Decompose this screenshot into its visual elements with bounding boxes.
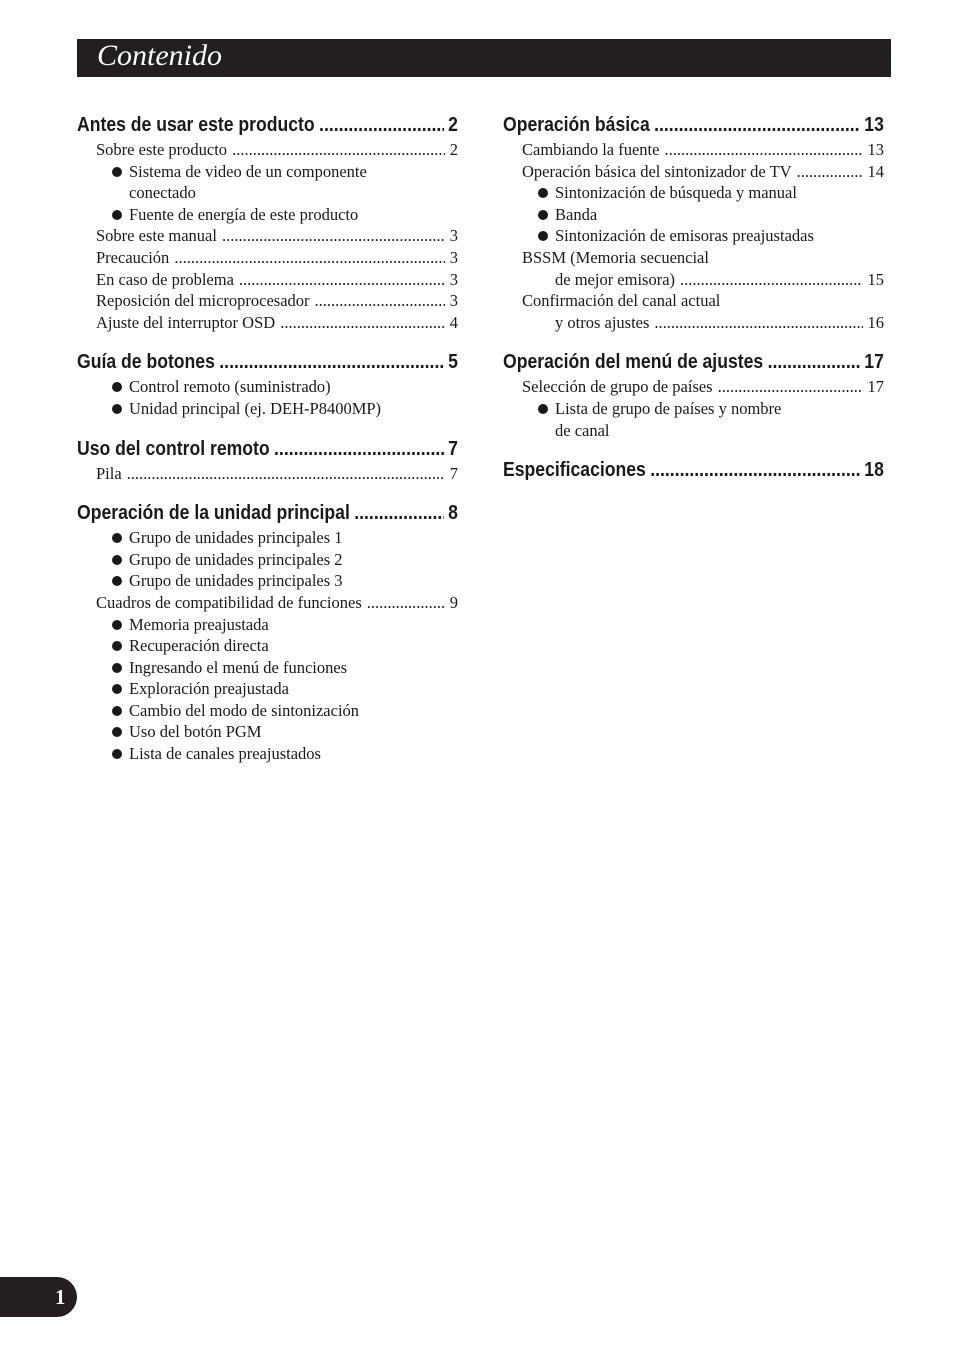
- toc-bullet-label: Fuente de energía de este producto: [129, 204, 359, 224]
- toc-section-especificaciones: [503, 456, 884, 484]
- toc-entry-label: Pila: [96, 463, 122, 483]
- dot-leader: [797, 161, 863, 183]
- bullet-dot-icon: [112, 167, 122, 177]
- toc-entry[interactable]: [503, 376, 884, 398]
- toc-entry-label: y otros ajustes: [555, 312, 650, 332]
- toc-entry[interactable]: [503, 139, 884, 161]
- toc-entry-label: Sobre este manual: [96, 226, 217, 246]
- dot-leader: [222, 225, 445, 247]
- toc-entry[interactable]: [77, 312, 458, 334]
- dot-leader: [274, 435, 444, 463]
- bullet-dot-icon: [538, 210, 548, 220]
- toc-entry-page: 3: [449, 226, 458, 246]
- toc-bullet-item[interactable]: [77, 527, 458, 549]
- dot-leader: [354, 499, 443, 527]
- toc-entry-label: En caso de problema: [96, 269, 234, 289]
- toc-heading-label: Especificaciones: [503, 459, 646, 482]
- toc-entry-page: 3: [449, 291, 458, 311]
- toc-bullet-item[interactable]: [77, 743, 458, 765]
- toc-entry-label: Precaución: [96, 247, 170, 267]
- toc-heading-label: Uso del control remoto: [77, 437, 270, 460]
- toc-bullet-continuation: [503, 420, 884, 442]
- toc-heading-page: 2: [448, 114, 458, 136]
- toc-entry-page: 3: [449, 247, 458, 267]
- toc-entry-page: 2: [449, 140, 458, 159]
- toc-bullet-item[interactable]: [503, 204, 884, 226]
- toc-bullet-label: Exploración preajustada: [129, 679, 289, 699]
- toc-entry-page: 4: [449, 312, 458, 332]
- toc-right-column: [503, 111, 884, 499]
- toc-heading[interactable]: [503, 348, 884, 376]
- toc-entry[interactable]: [77, 269, 458, 291]
- toc-entry-page: 3: [449, 269, 458, 289]
- toc-bullet-continuation: [77, 182, 458, 204]
- toc-entry-page: 16: [867, 312, 884, 332]
- toc-entry[interactable]: [503, 161, 884, 183]
- dot-leader: [650, 456, 860, 484]
- toc-heading-label: Antes de usar este producto: [77, 114, 315, 136]
- toc-bullet-label: Ingresando el menú de funciones: [129, 657, 348, 677]
- toc-section-antes: [77, 111, 458, 333]
- toc-entry[interactable]: [77, 247, 458, 269]
- toc-heading-label: Operación de la unidad principal: [77, 502, 350, 525]
- dot-leader: [680, 269, 862, 291]
- bullet-dot-icon: [538, 404, 548, 414]
- toc-bullet-label: Banda: [555, 204, 598, 224]
- toc-bullet-label: Unidad principal (ej. DEH-P8400MP): [129, 398, 382, 418]
- bullet-dot-icon: [112, 706, 122, 716]
- toc-bullet-item[interactable]: [77, 721, 458, 743]
- toc-heading-label: Operación del menú de ajustes: [503, 351, 764, 374]
- bullet-dot-icon: [112, 555, 122, 565]
- toc-section-remoto: [77, 435, 458, 485]
- toc-entry-label: Sobre este producto: [96, 140, 228, 159]
- toc-bullet-item[interactable]: [503, 398, 884, 420]
- toc-bullet-label: conectado: [129, 183, 196, 203]
- toc-section-basica: [503, 111, 884, 333]
- toc-bullet-item[interactable]: [77, 204, 458, 226]
- toc-bullet-item[interactable]: [77, 700, 458, 722]
- toc-section-unidad: [77, 499, 458, 765]
- dot-leader: [768, 348, 860, 376]
- dot-leader: [664, 139, 862, 161]
- toc-bullet-label: Grupo de unidades principales 1: [129, 528, 343, 548]
- dot-leader: [319, 111, 444, 139]
- toc-bullet-label: de canal: [555, 420, 610, 440]
- toc-bullet-item[interactable]: [77, 678, 458, 700]
- toc-entry[interactable]: [503, 312, 884, 334]
- bullet-dot-icon: [112, 210, 122, 220]
- toc-entry-label: Cuadros de compatibilidad de funciones: [96, 592, 362, 612]
- toc-entry[interactable]: [77, 592, 458, 614]
- toc-entry-label: Reposición del microprocesador: [96, 291, 310, 311]
- dot-leader: [654, 111, 860, 139]
- toc-heading-label: Operación básica: [503, 114, 650, 136]
- toc-entry[interactable]: [77, 139, 458, 161]
- toc-bullet-label: Lista de grupo de países y nombre: [555, 398, 782, 418]
- toc-heading[interactable]: [77, 111, 458, 139]
- toc-heading[interactable]: [77, 499, 458, 527]
- toc-entry-page: 15: [867, 269, 884, 289]
- toc-bullet-label: Memoria preajustada: [129, 614, 269, 634]
- toc-entry-page: 14: [867, 161, 884, 181]
- toc-bullet-item[interactable]: [77, 614, 458, 636]
- toc-entry[interactable]: [503, 269, 884, 291]
- toc-entry-page: 9: [449, 592, 458, 612]
- toc-bullet-label: Cambio del modo de sintonización: [129, 700, 360, 720]
- toc-bullet-item[interactable]: [503, 182, 884, 204]
- toc-entry-label: Cambiando la fuente: [522, 140, 660, 159]
- toc-heading-page: 5: [448, 351, 458, 374]
- toc-entry-label: Operación básica del sintonizador de TV: [522, 161, 792, 181]
- toc-entry[interactable]: [77, 290, 458, 312]
- bullet-dot-icon: [112, 620, 122, 630]
- toc-bullet-item[interactable]: [77, 398, 458, 420]
- dot-leader: [127, 463, 445, 485]
- toc-left-column: [77, 111, 458, 780]
- toc-bullet-item[interactable]: [77, 376, 458, 398]
- bullet-dot-icon: [112, 404, 122, 414]
- toc-entry[interactable]: [77, 463, 458, 485]
- toc-entry-page: 7: [449, 463, 458, 483]
- toc-section-guia: [77, 348, 458, 419]
- dot-leader: [280, 312, 445, 334]
- toc-bullet-label: Lista de canales preajustados: [129, 744, 321, 764]
- toc-bullet-label: Grupo de unidades principales 3: [129, 571, 343, 591]
- toc-bullet-item[interactable]: [77, 570, 458, 592]
- toc-heading-page: 8: [448, 502, 458, 525]
- toc-section-menu-ajustes: [503, 348, 884, 441]
- toc-heading[interactable]: [77, 348, 458, 376]
- toc-bullet-label: Sistema de video de un componente: [129, 161, 367, 181]
- toc-heading-page: 13: [864, 114, 884, 136]
- toc-bullet-item[interactable]: [77, 161, 458, 183]
- toc-entry-label[interactable]: BSSM (Memoria secuencial: [522, 247, 709, 267]
- toc-entry-label: Selección de grupo de países: [522, 377, 713, 397]
- dot-leader: [718, 376, 863, 398]
- toc-bullet-item[interactable]: [503, 225, 884, 247]
- dot-leader: [219, 348, 443, 376]
- dot-leader: [315, 290, 445, 312]
- toc-bullet-item[interactable]: [77, 657, 458, 679]
- dot-leader: [232, 139, 445, 161]
- toc-bullet-label: Sintonización de emisoras preajustadas: [555, 226, 814, 246]
- dot-leader: [367, 592, 445, 614]
- toc-entry-page: 17: [867, 377, 884, 397]
- toc-heading-page: 17: [864, 351, 884, 374]
- toc-entry[interactable]: [77, 225, 458, 247]
- toc-entry-label[interactable]: Confirmación del canal actual: [522, 291, 721, 311]
- toc-bullet-label: Grupo de unidades principales 2: [129, 549, 343, 569]
- toc-bullet-label: Sintonización de búsqueda y manual: [555, 183, 797, 203]
- toc-bullet-item[interactable]: [77, 635, 458, 657]
- toc-bullet-label: Uso del botón PGM: [129, 722, 262, 742]
- toc-heading-label: Guía de botones: [77, 351, 215, 374]
- toc-bullet-label: Control remoto (suministrado): [129, 377, 331, 397]
- page-number: 1: [55, 1285, 66, 1309]
- bullet-dot-icon: [112, 663, 122, 673]
- dot-leader: [654, 312, 862, 334]
- bullet-dot-icon: [112, 749, 122, 759]
- toc-heading[interactable]: [77, 435, 458, 463]
- dot-leader: [239, 269, 445, 291]
- page-number-tab: [0, 1277, 77, 1317]
- toc-entry-page: 13: [867, 140, 884, 159]
- toc-entry-label: Ajuste del interruptor OSD: [96, 312, 276, 332]
- page-title: Contenido: [97, 39, 222, 72]
- toc-entry-label: de mejor emisora): [555, 269, 676, 289]
- toc-heading[interactable]: [503, 111, 884, 139]
- title-bar: [77, 39, 891, 77]
- toc-heading-page: 7: [448, 437, 458, 460]
- dot-leader: [174, 247, 444, 269]
- toc-bullet-label: Recuperación directa: [129, 636, 269, 656]
- toc-heading[interactable]: [503, 456, 884, 484]
- toc-heading-page: 18: [864, 459, 884, 482]
- toc-bullet-item[interactable]: [77, 549, 458, 571]
